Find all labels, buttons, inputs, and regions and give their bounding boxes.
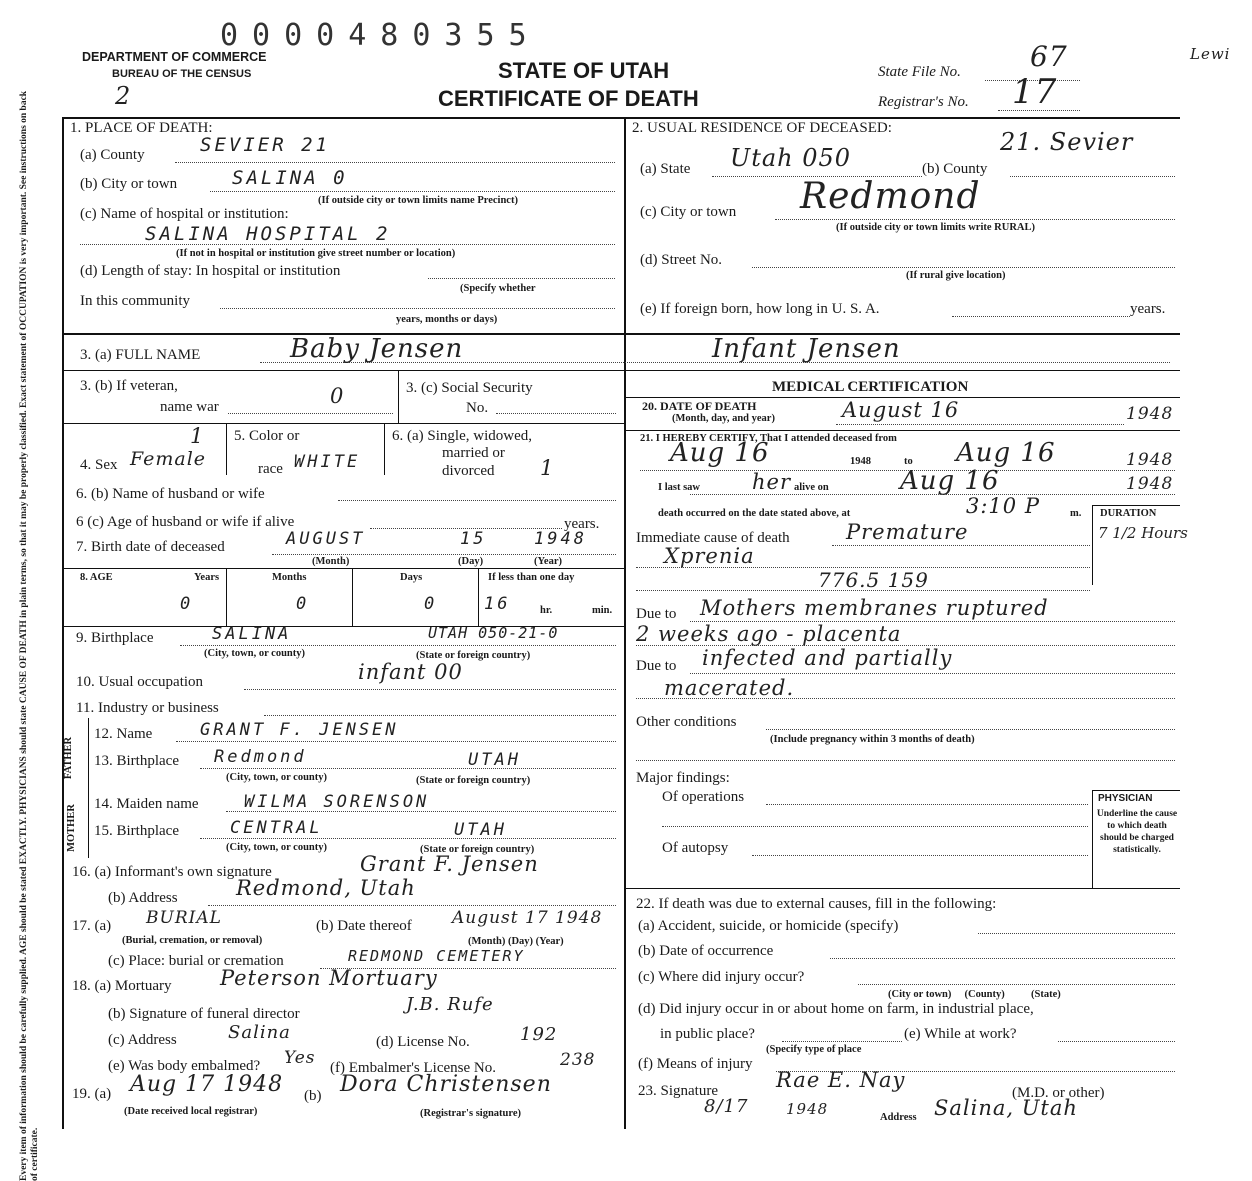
attended-from-year: 1948	[850, 456, 871, 467]
other-conditions-note: (Include pregnancy within 3 months of death)	[770, 734, 975, 745]
mother-bp-city: CENTRAL	[230, 818, 323, 838]
father-bp-city: Redmond	[214, 747, 307, 767]
occurred-label: death occurred on the date stated above, at	[658, 508, 851, 519]
death-city-label: (b) City or town	[80, 176, 178, 192]
res-county-value: 21. Sevier	[1000, 128, 1134, 156]
father-state-note: (State or foreign country)	[416, 775, 531, 786]
age-min-label: min.	[592, 605, 613, 616]
department-label: DEPARTMENT OF COMMERCE	[82, 50, 267, 64]
death-date-value: August 16	[842, 398, 960, 422]
operations-label: Of operations	[662, 789, 745, 805]
serial-number: 0000480355	[220, 18, 541, 53]
address-label: Address	[880, 1112, 917, 1123]
full-name-label: 3. (a) FULL NAME	[80, 347, 201, 363]
specify-note: (Specify whether	[460, 283, 536, 294]
age-hr-label: hr.	[540, 605, 553, 616]
industry-label: 11. Industry or business	[76, 700, 219, 716]
corner-mark: 2	[115, 82, 132, 110]
race-label: race	[258, 461, 283, 477]
informant-value: Grant F. Jensen	[360, 852, 539, 876]
res-state-value: Utah 050	[730, 144, 852, 172]
informant-label: 16. (a) Informant's own signature	[72, 864, 272, 880]
medical-heading: MEDICAL CERTIFICATION	[772, 379, 969, 395]
autopsy-label: Of autopsy	[662, 840, 729, 856]
alive-year: 1948	[1126, 474, 1174, 494]
alive-value: Aug 16	[900, 466, 1000, 496]
duration-value: 7 1/2 Hours	[1098, 524, 1188, 542]
public-place-label: in public place?	[660, 1026, 755, 1042]
sex-value: Female	[130, 448, 207, 470]
ss-label: 3. (c) Social Security	[406, 380, 533, 396]
attended-to-label: to	[904, 456, 913, 467]
director-label: (b) Signature of funeral director	[108, 1006, 300, 1022]
embalmer-value: 238	[560, 1050, 596, 1070]
death-county-label: (a) County	[80, 147, 145, 163]
attended-to-year: 1948	[1126, 450, 1174, 470]
due-to-2-value: infected and partially	[702, 646, 953, 670]
age-label: 8. AGE	[80, 572, 113, 583]
corner-signature: Lewi	[1190, 45, 1231, 63]
birth-day-note: (Day)	[458, 556, 484, 567]
burial-place-label: (c) Place: burial or cremation	[108, 953, 284, 969]
burial-label: 17. (a)	[72, 918, 112, 934]
burial-note: (Burial, cremation, or removal)	[122, 935, 263, 946]
age-months-label: Months	[272, 572, 307, 583]
veteran-value: 0	[330, 384, 345, 408]
war-label: name war	[160, 399, 219, 415]
mother-name-value: WILMA SORENSON	[244, 792, 430, 812]
state-file-label: State File No.	[878, 64, 961, 80]
burial-date-label: (b) Date thereof	[316, 918, 412, 934]
mother-side-label: MOTHER	[65, 804, 77, 852]
means-label: (f) Means of injury	[638, 1056, 753, 1072]
res-foreign-label: (e) If foreign born, how long in U. S. A.	[640, 301, 880, 317]
due-to-label: Due to	[636, 606, 677, 622]
age-hours: 16	[484, 594, 511, 614]
major-findings-label: Major findings:	[636, 770, 730, 786]
father-city-note: (City, town, or county)	[226, 772, 328, 783]
immediate-cause-label: Immediate cause of death	[636, 530, 790, 546]
physician-signature: Rae E. Nay	[776, 1068, 906, 1092]
injury-home-label: (d) Did injury occur in or about home on farm, in industrial place,	[638, 1001, 1034, 1017]
race-value: WHITE	[294, 452, 361, 472]
community-note: years, months or days)	[396, 314, 498, 325]
mortuary-address-label: (c) Address	[108, 1032, 177, 1048]
birth-month-note: (Month)	[312, 556, 350, 567]
signature-note: (M.D. or other)	[1012, 1085, 1105, 1101]
accident-label: (a) Accident, suicide, or homicide (specify)	[638, 918, 899, 934]
married-label: married or	[442, 445, 505, 461]
full-name-value: Baby Jensen	[290, 334, 464, 364]
last-saw-value: her	[752, 470, 791, 494]
age-months: 0	[296, 594, 310, 614]
community-label: In this community	[80, 293, 190, 309]
license-label: (d) License No.	[376, 1034, 470, 1050]
age-days: 0	[424, 594, 438, 614]
marital-label: 6. (a) Single, widowed,	[392, 428, 532, 444]
physician-address: Salina, Utah	[934, 1096, 1078, 1120]
due-to-2-value-2: macerated.	[664, 676, 795, 700]
state-title: STATE OF UTAH	[498, 58, 670, 83]
father-bp-state: UTAH	[468, 750, 521, 770]
birthplace-label: 9. Birthplace	[76, 630, 154, 646]
bureau-label: BUREAU OF THE CENSUS	[112, 68, 252, 80]
immediate-cause-value: Premature	[846, 520, 969, 544]
mother-state-note: (State or foreign country)	[420, 844, 535, 855]
received-date-note: (Date received local registrar)	[124, 1106, 258, 1117]
birth-year: 1948	[534, 529, 587, 549]
injury-place-note: (City or town) (County) (State)	[888, 989, 1061, 1000]
residence-heading: 2. USUAL RESIDENCE OF DECEASED:	[632, 120, 892, 136]
birthplace-city: SALINA	[212, 624, 292, 644]
embalmed-value: Yes	[284, 1048, 316, 1068]
other-conditions-label: Other conditions	[636, 714, 737, 730]
res-county-label: (b) County	[922, 161, 988, 177]
hospital-value: SALINA HOSPITAL 2	[145, 223, 391, 245]
certify-label: 21. I HEREBY CERTIFY, That I attended deceased from	[640, 433, 897, 444]
mortuary-address-value: Salina	[228, 1022, 291, 1043]
received-date-value: Aug 17 1948	[130, 1072, 284, 1097]
side-instructions: Every item of information should be carefully supplied. AGE should be stated EXACTLY. PHYSICIANS should state CAUSE OF DEATH in plain terms, so that it may be properly classified. Exact statement of OCCUPATION is very important. See instructions on back of certificate.	[19, 90, 40, 1181]
sex-mark: 1	[190, 424, 205, 448]
res-foreign-unit: years.	[1130, 301, 1166, 317]
veteran-label: 3. (b) If veteran,	[80, 378, 178, 394]
signature-year: 1948	[786, 1100, 829, 1118]
registrar-no-value: 17	[1012, 72, 1058, 112]
director-value: J.B. Rufe	[406, 994, 494, 1015]
full-name-alt: Infant Jensen	[712, 334, 901, 364]
color-label: 5. Color or	[234, 428, 300, 444]
mortuary-value: Peterson Mortuary	[220, 966, 438, 990]
burial-date-value: August 17 1948	[452, 908, 603, 928]
res-city-note: (If outside city or town limits write RURAL)	[836, 222, 1035, 233]
attended-from-value: Aug 16	[670, 438, 770, 468]
sex-label: 4. Sex	[80, 457, 118, 473]
res-state-label: (a) State	[640, 161, 691, 177]
stay-label: (d) Length of stay: In hospital or institution	[80, 263, 341, 279]
birth-date-label: 7. Birth date of deceased	[76, 539, 225, 555]
place-heading: 1. PLACE OF DEATH:	[70, 120, 213, 136]
age-years-label: Years	[194, 572, 220, 583]
registrar-no-label: Registrar's No.	[878, 94, 969, 110]
death-time-value: 3:10 P	[966, 494, 1040, 518]
father-name-value: GRANT F. JENSEN	[200, 720, 399, 740]
marital-value: 1	[540, 456, 555, 480]
occupation-value: infant 00	[358, 660, 463, 684]
embalmer-label: (f) Embalmer's License No.	[330, 1060, 496, 1076]
birthplace-state: UTAH 050-21-0	[428, 624, 559, 642]
mother-bp-state: UTAH	[454, 820, 507, 840]
mortuary-label: 18. (a) Mortuary	[72, 978, 172, 994]
father-bp-label: 13. Birthplace	[94, 753, 179, 769]
mother-bp-label: 15. Birthplace	[94, 823, 179, 839]
death-city-note: (If outside city or town limits name Precinct)	[318, 195, 518, 206]
ss-no-label: No.	[466, 400, 489, 416]
license-value: 192	[520, 1024, 558, 1045]
res-street-note: (If rural give location)	[906, 270, 1006, 281]
physician-heading: PHYSICIAN	[1098, 793, 1153, 804]
embalmed-label: (e) Was body embalmed?	[108, 1058, 261, 1074]
state-file-value: 67	[1030, 40, 1068, 73]
last-saw-label: I last saw	[658, 482, 701, 493]
burial-place-value: REDMOND CEMETERY	[348, 947, 525, 965]
certificate-title: CERTIFICATE OF DEATH	[438, 86, 699, 111]
res-city-label: (c) City or town	[640, 204, 737, 220]
birth-year-note: (Year)	[534, 556, 562, 567]
divorced-label: divorced	[442, 463, 495, 479]
birth-day: 15	[460, 529, 487, 549]
alive-label: alive on	[794, 482, 829, 493]
mother-name-label: 14. Maiden name	[94, 796, 199, 812]
received-label: 19. (a)	[72, 1086, 112, 1102]
burial-value: BURIAL	[146, 908, 222, 928]
burial-date-note: (Month) (Day) (Year)	[468, 936, 564, 947]
informant-address-label: (b) Address	[108, 890, 178, 906]
registrar-sig-note: (Registrar's signature)	[420, 1108, 521, 1119]
received-b-label: (b)	[304, 1088, 322, 1104]
hospital-note: (If not in hospital or institution give street number or location)	[176, 248, 456, 259]
father-name-label: 12. Name	[94, 726, 153, 742]
birthplace-state-note: (State or foreign country)	[416, 650, 531, 661]
informant-address-value: Redmond, Utah	[236, 876, 416, 900]
death-date-note: (Month, day, and year)	[672, 413, 775, 424]
occurrence-date-label: (b) Date of occurrence	[638, 943, 774, 959]
mother-city-note: (City, town, or county)	[226, 842, 328, 853]
physician-note: Underline the cause to which death should be charged statistically.	[1096, 809, 1178, 855]
res-city-value: Redmond	[800, 176, 981, 217]
spouse-age-unit: years.	[564, 516, 600, 532]
birth-month: AUGUST	[286, 529, 366, 549]
attended-to-value: Aug 16	[956, 438, 1056, 468]
spouse-age-label: 6 (c) Age of husband or wife if alive	[76, 514, 295, 530]
spouse-name-label: 6. (b) Name of husband or wife	[76, 486, 265, 502]
signature-label: 23. Signature	[638, 1083, 718, 1099]
father-side-label: FATHER	[63, 736, 75, 780]
death-city-value: SALINA 0	[232, 167, 348, 189]
immediate-cause-value-2: Xprenia	[664, 544, 755, 568]
injury-place-label: (c) Where did injury occur?	[638, 969, 805, 985]
time-m-label: m.	[1070, 508, 1082, 519]
hospital-label: (c) Name of hospital or institution:	[80, 206, 289, 222]
cause-code: 776.5 159	[818, 568, 929, 592]
res-street-label: (d) Street No.	[640, 252, 723, 268]
death-date-label: 20. DATE OF DEATH	[642, 399, 757, 413]
registrar-signature: Dora Christensen	[340, 1072, 552, 1097]
external-heading: 22. If death was due to external causes, fill in the following:	[636, 896, 997, 912]
age-years: 0	[180, 594, 194, 614]
while-at-work-label: (e) While at work?	[904, 1026, 1017, 1042]
place-type-note: (Specify type of place	[766, 1044, 862, 1055]
age-days-label: Days	[400, 572, 423, 583]
due-to-value-2: 2 weeks ago - placenta	[636, 622, 902, 646]
duration-label: DURATION	[1100, 508, 1157, 519]
death-year-value: 1948	[1126, 404, 1174, 424]
occupation-label: 10. Usual occupation	[76, 674, 204, 690]
due-to-2-label: Due to	[636, 658, 677, 674]
due-to-value: Mothers membranes ruptured	[700, 596, 1049, 620]
signature-date: 8/17	[704, 1096, 749, 1117]
death-county-value: SEVIER 21	[200, 134, 330, 156]
birthplace-city-note: (City, town, or county)	[204, 648, 306, 659]
age-lessday-label: If less than one day	[488, 572, 575, 583]
